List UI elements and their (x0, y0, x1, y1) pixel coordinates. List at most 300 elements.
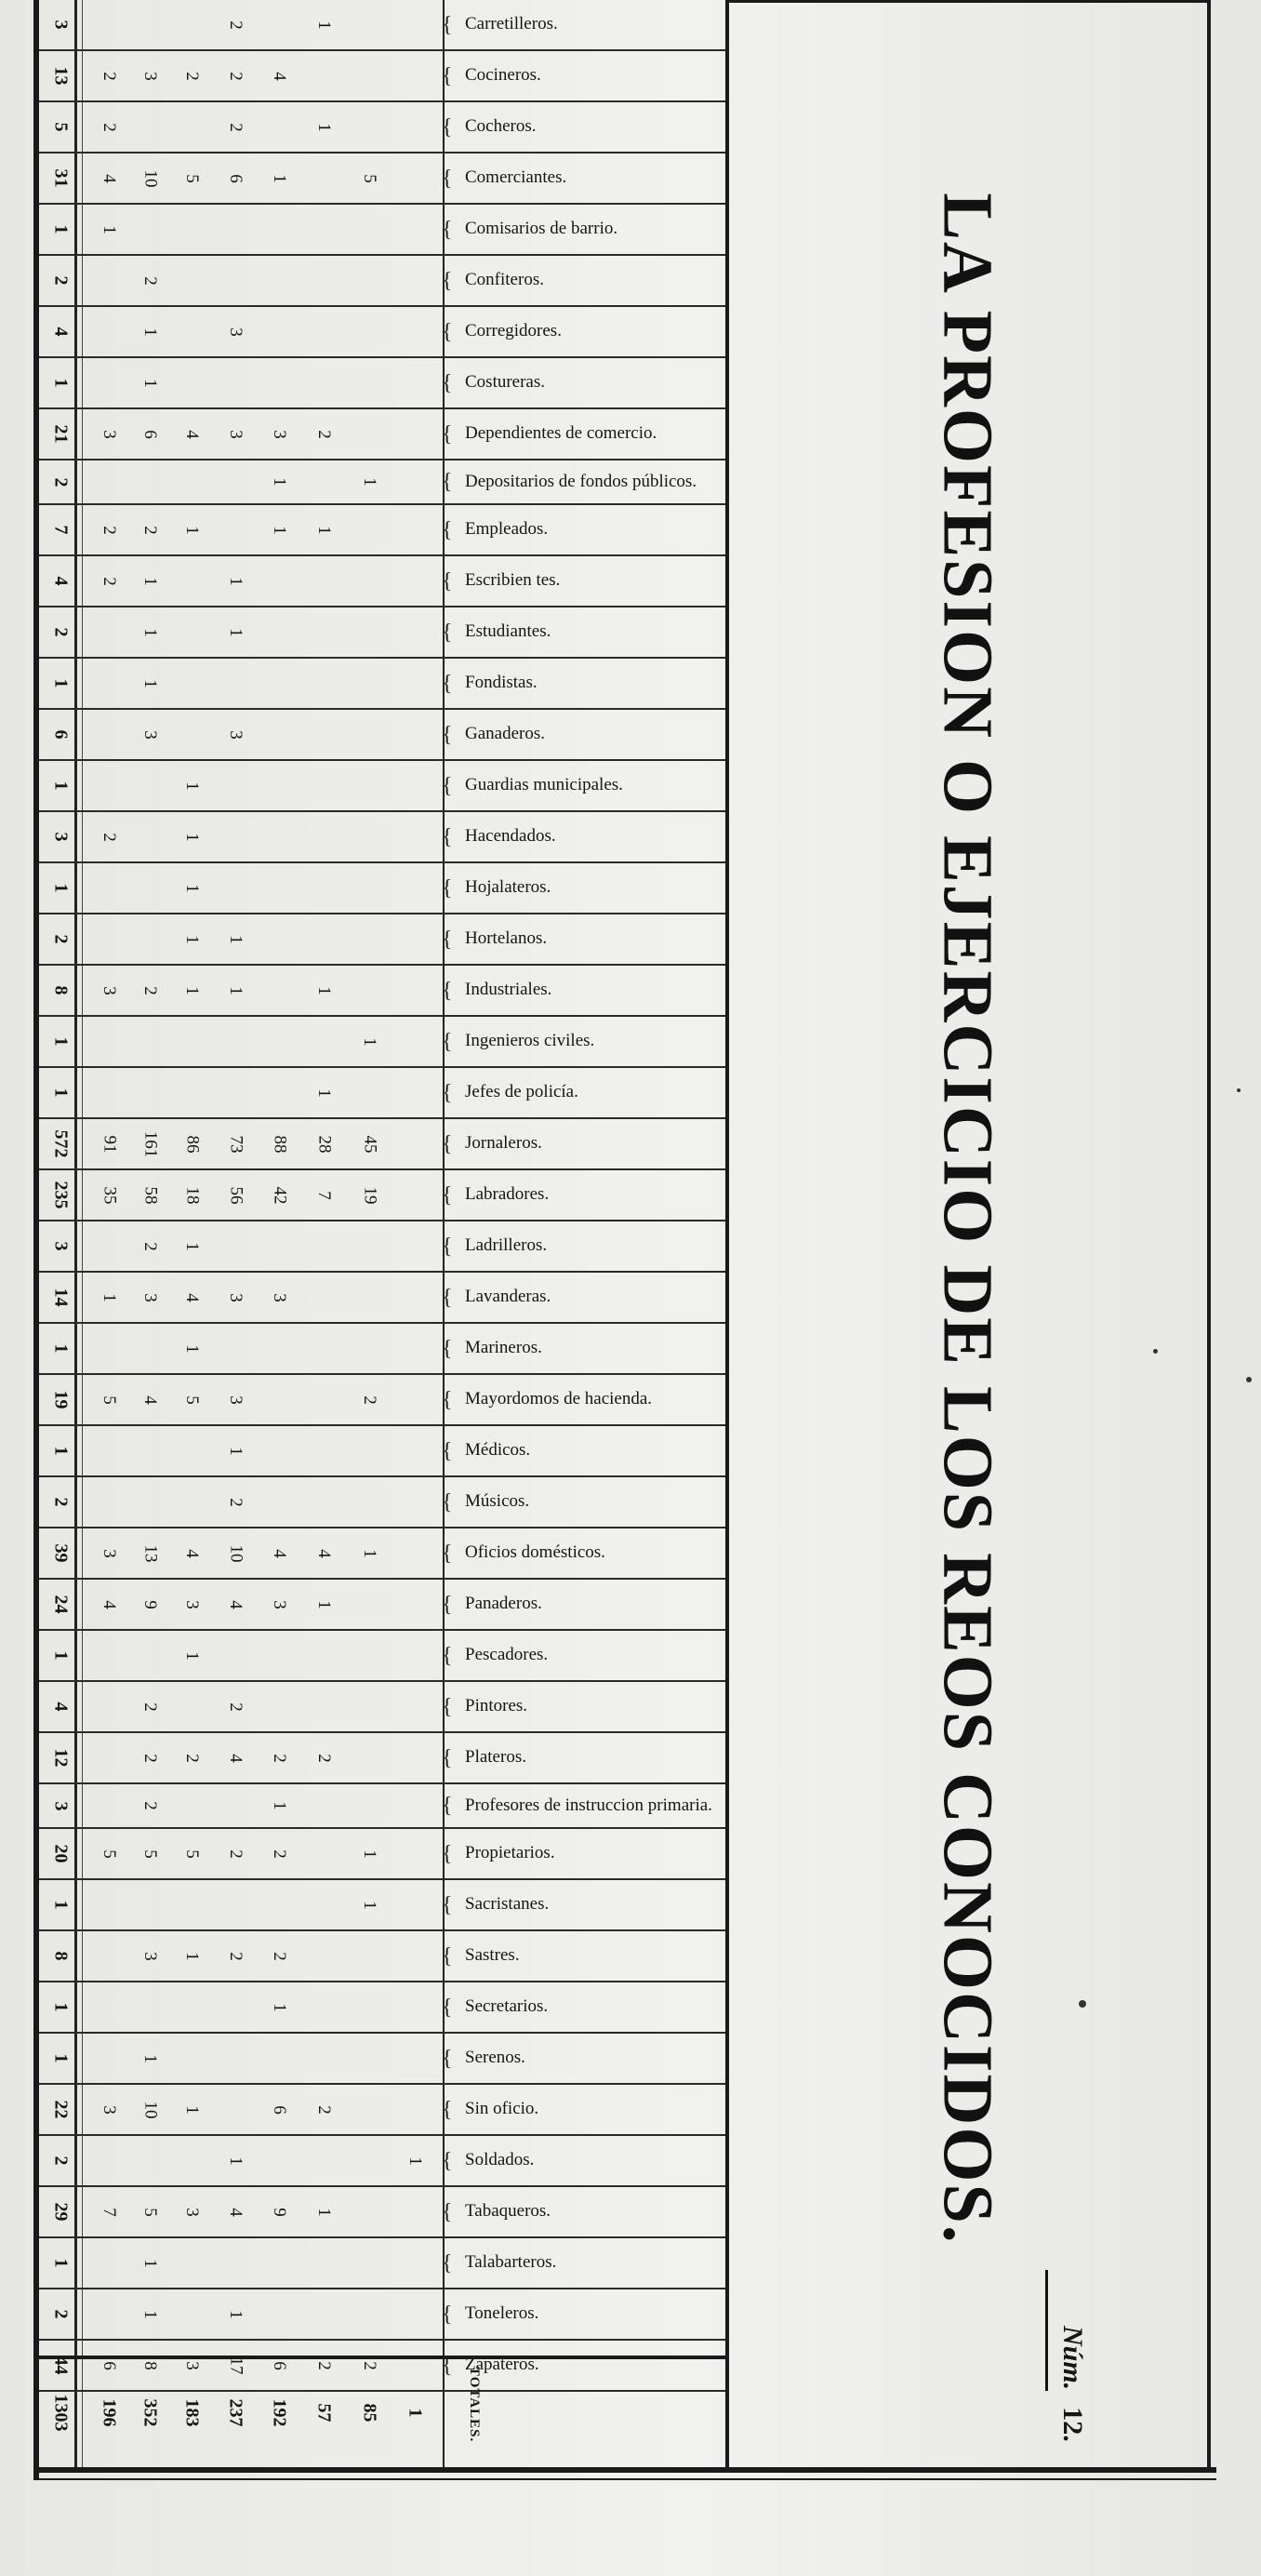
table-cell (87, 1119, 130, 1168)
row-label-text: Hojalateros. (465, 877, 551, 898)
table-cell-value: 2 (314, 2360, 334, 2370)
table-cell (258, 607, 300, 657)
row-total-value: 1 (50, 1343, 72, 1354)
row-total-value: 1 (50, 1088, 72, 1098)
row-label (465, 1631, 735, 1680)
row-label (465, 863, 735, 913)
row-label-text: TOTALES. (467, 2367, 482, 2443)
paper-speck (1246, 1377, 1252, 1382)
brace-mark: { (442, 268, 453, 293)
brace-mark: { (442, 319, 453, 344)
table-cell (393, 2136, 436, 2185)
row-label-text: Tabaqueros. (465, 2201, 551, 2222)
table-cell (170, 1426, 213, 1475)
table-cell-value: 88 (270, 1135, 289, 1153)
table-cell-value: 1 (100, 224, 119, 234)
row-label-text: Labradores. (465, 1184, 550, 1205)
row-label (465, 1273, 735, 1322)
row-total-value: 19 (50, 1390, 72, 1409)
row-label (465, 1733, 735, 1782)
brace-mark: { (442, 620, 453, 645)
row-total-value: 1 (50, 1900, 72, 1910)
table-cell (348, 2085, 391, 2134)
table-cell (170, 1068, 213, 1117)
table-cell (128, 2034, 171, 2083)
table-cell (393, 1580, 436, 1629)
table-cell (302, 1170, 345, 1220)
table-cell (348, 1221, 391, 1271)
page-title: LA PROFESION O EJERCICIO DE LOS REOS CONOCIDOS. (928, 193, 1007, 2245)
table-cell-value: 5 (182, 1849, 202, 1859)
table-cell (302, 761, 345, 810)
table-cell (214, 1733, 257, 1782)
table-cell-value: 4 (100, 173, 119, 183)
table-cell (170, 1784, 213, 1827)
table-cell (393, 914, 436, 964)
brace-mark: { (442, 1841, 453, 1866)
row-label (465, 2289, 735, 2339)
row-total-value: 2 (50, 934, 72, 944)
table-cell (128, 607, 171, 657)
table-cell (214, 1221, 257, 1271)
row-total (45, 1221, 76, 1271)
table-cell-value: 3 (226, 729, 246, 740)
table-cell (170, 2359, 213, 2465)
table-cell-value: 10 (140, 2101, 160, 2118)
table-cell (302, 102, 345, 152)
table-cell (302, 1426, 345, 1475)
table-cell (170, 505, 213, 554)
table-cell (128, 1733, 171, 1782)
table-row (39, 1631, 725, 1682)
table-cell (302, 1631, 345, 1680)
brace-mark: { (442, 1794, 453, 1818)
table-cell (302, 2289, 345, 2339)
table-cell-value: 2 (140, 985, 160, 995)
table-cell (214, 1324, 257, 1373)
table-cell (302, 358, 345, 407)
table-cell (393, 1426, 436, 1475)
table-cell (258, 2238, 300, 2288)
table-cell (302, 51, 345, 100)
table-row (39, 256, 725, 307)
table-cell-value: 1 (182, 1241, 202, 1251)
table-cell-value: 85 (359, 2403, 380, 2422)
row-total-value: 5 (50, 122, 72, 132)
row-total (45, 1528, 76, 1578)
table-cell (348, 205, 391, 254)
table-cell-value: 19 (360, 1186, 379, 1204)
table-cell (348, 1426, 391, 1475)
table-cell (214, 2359, 257, 2465)
table-cell-value: 2 (360, 1395, 379, 1405)
table-cell (302, 460, 345, 503)
table-cell-value: 3 (100, 985, 119, 995)
table-cell (258, 1784, 300, 1827)
table-cell (87, 1784, 130, 1827)
table-cell (214, 0, 257, 49)
row-label-text: Músicos. (465, 1491, 530, 1512)
table-cell-value: 1 (182, 934, 202, 944)
row-label-text: Médicos. (465, 1440, 531, 1461)
table-cell-value: 1 (140, 627, 160, 637)
table-cell (302, 1931, 345, 1981)
table-cell (170, 1170, 213, 1220)
row-total (45, 1170, 76, 1220)
row-total (45, 1784, 76, 1827)
table-row (39, 607, 725, 659)
brace-mark: { (442, 927, 453, 952)
table-cell (128, 1580, 171, 1629)
table-cell (258, 1375, 300, 1424)
table-cell (170, 1580, 213, 1629)
table-cell (302, 1829, 345, 1878)
table-cell (170, 1829, 213, 1878)
table-cell (258, 1221, 300, 1271)
table-row (39, 1375, 725, 1426)
table-cell (214, 863, 257, 913)
table-cell (214, 659, 257, 708)
row-label-text: Toneleros. (465, 2303, 539, 2324)
brace-mark: { (442, 875, 453, 901)
table-cell (393, 761, 436, 810)
row-total (45, 460, 76, 503)
table-cell-value: 73 (226, 1135, 246, 1153)
table-cell (302, 1273, 345, 1322)
brace-mark: { (442, 2250, 453, 2276)
row-label-text: Cocineros. (465, 65, 541, 86)
table-cell (87, 1477, 130, 1527)
table-cell-value: 1 (140, 378, 160, 388)
brace-mark: { (442, 1541, 453, 1566)
table-cell (393, 2034, 436, 2083)
table-cell (214, 1375, 257, 1424)
row-label (465, 409, 735, 459)
row-total-value: 8 (50, 1951, 72, 1961)
table-cell (302, 1733, 345, 1782)
table-cell (128, 1784, 171, 1827)
row-total (45, 1068, 76, 1117)
table-cell-value: 2 (270, 1951, 289, 1961)
brace-mark: { (442, 2199, 453, 2224)
table-cell-value: 161 (140, 1130, 160, 1157)
table-cell (258, 2289, 300, 2339)
table-cell-value: 2 (314, 1753, 334, 1763)
row-label-text: Pescadores. (465, 1645, 549, 1665)
table-cell-value: 4 (100, 1599, 119, 1609)
table-cell (393, 1880, 436, 1929)
table-row (39, 659, 725, 710)
table-cell (393, 102, 436, 152)
table-cell (393, 2289, 436, 2339)
frame-right-rule (1207, 0, 1211, 2473)
row-total-value: 2 (50, 477, 72, 487)
row-total-value: 39 (50, 1543, 72, 1563)
table-cell (258, 966, 300, 1015)
table-cell (302, 1580, 345, 1629)
table-cell (87, 409, 130, 459)
row-label-text: Comisarios de barrio. (465, 219, 618, 239)
table-cell (128, 1375, 171, 1424)
table-cell (258, 256, 300, 305)
table-cell-value: 1 (314, 985, 334, 995)
table-cell (170, 51, 213, 100)
table-cell (87, 0, 130, 49)
row-total-value: 2 (50, 2156, 72, 2166)
table-cell (170, 102, 213, 152)
table-cell (170, 358, 213, 407)
table-cell-value: 1 (140, 576, 160, 586)
brace-mark: { (442, 1080, 453, 1105)
row-total (45, 1375, 76, 1424)
brace-mark: { (442, 12, 453, 37)
table-cell-value: 2 (140, 525, 160, 535)
row-total-value: 1 (50, 883, 72, 893)
table-cell (87, 256, 130, 305)
row-label-text: Plateros. (465, 1747, 526, 1768)
table-cell-value: 1 (314, 1599, 334, 1609)
row-label-text: Fondistas. (465, 673, 538, 693)
table-cell (87, 556, 130, 606)
table-cell-value: 2 (226, 1951, 246, 1961)
table-cell (170, 761, 213, 810)
row-total (45, 505, 76, 554)
row-label-text: Serenos. (465, 2048, 525, 2068)
table-cell (393, 1528, 436, 1578)
table-cell (214, 205, 257, 254)
table-cell (214, 761, 257, 810)
table-cell (214, 556, 257, 606)
table-cell (258, 1119, 300, 1168)
table-cell (87, 2187, 130, 2236)
row-label (465, 2034, 735, 2083)
row-label (465, 556, 735, 606)
table-cell (348, 1375, 391, 1424)
brace-mark: { (442, 421, 453, 447)
row-label-text: Propietarios. (465, 1843, 555, 1863)
table-cell-value: 2 (270, 1849, 289, 1859)
table-cell (348, 1982, 391, 2032)
table-cell (87, 2289, 130, 2339)
table-cell-value: 1 (360, 477, 379, 487)
table-cell (128, 2289, 171, 2339)
row-total (45, 2136, 76, 2185)
table-cell-value: 2 (314, 2104, 334, 2115)
table-cell (128, 2359, 171, 2465)
row-total-value: 29 (50, 2202, 72, 2222)
table-row (39, 1528, 725, 1580)
table-cell (87, 659, 130, 708)
table-cell (128, 1068, 171, 1117)
table-row (39, 2238, 725, 2289)
table-cell (393, 1119, 436, 1168)
row-total-value: 22 (50, 2100, 72, 2119)
table-cell (170, 2187, 213, 2236)
row-total (45, 1880, 76, 1929)
table-cell (214, 966, 257, 1015)
table-cell (214, 153, 257, 203)
table-cell (214, 2085, 257, 2134)
row-total-value: 1303 (50, 2394, 72, 2431)
table-cell (393, 710, 436, 759)
table-cell-value: 3 (182, 2207, 202, 2217)
row-label (465, 1017, 735, 1066)
table-cell (258, 1017, 300, 1066)
table-cell-value: 13 (140, 1544, 160, 1562)
table-cell (348, 710, 391, 759)
table-cell-value: 2 (182, 71, 202, 81)
table-cell (128, 659, 171, 708)
brace-mark: { (442, 978, 453, 1003)
table-cell (348, 460, 391, 503)
table-cell (87, 153, 130, 203)
table-cell (348, 1324, 391, 1373)
paper-speck (1153, 1349, 1158, 1354)
table-cell (87, 1733, 130, 1782)
table-cell (348, 307, 391, 356)
table-cell-value: 10 (140, 169, 160, 187)
table-cell-value: 9 (140, 1599, 160, 1609)
row-label (465, 761, 735, 810)
table-row (39, 102, 725, 153)
table-cell (258, 1682, 300, 1731)
row-label-text: Costureras. (465, 372, 546, 393)
table-cell (87, 863, 130, 913)
table-row (39, 761, 725, 812)
table-cell (128, 1273, 171, 1322)
brace-mark: { (442, 722, 453, 747)
row-label (465, 2085, 735, 2134)
table-cell (393, 1682, 436, 1731)
table-cell-value: 3 (182, 2360, 202, 2370)
table-cell (302, 205, 345, 254)
table-row (39, 307, 725, 358)
row-label (465, 1829, 735, 1878)
table-cell-value: 28 (314, 1135, 334, 1153)
row-total-value: 1 (50, 1036, 72, 1047)
table-cell (214, 460, 257, 503)
row-label-text: Estudiantes. (465, 621, 551, 642)
brace-mark: { (442, 1745, 453, 1770)
row-label (465, 1931, 735, 1981)
table-row (39, 966, 725, 1017)
table-cell (258, 1477, 300, 1527)
table-cell (393, 460, 436, 503)
table-cell (393, 1784, 436, 1827)
table-cell-value: 2 (270, 1753, 289, 1763)
table-row (39, 1880, 725, 1931)
table-cell (302, 2238, 345, 2288)
table-cell-value: 8 (140, 2360, 160, 2370)
table-cell-value: 18 (182, 1186, 202, 1204)
row-total (45, 1580, 76, 1629)
brace-mark: { (442, 1387, 453, 1412)
table-cell-value: 3 (140, 71, 160, 81)
table-cell (302, 1068, 345, 1117)
table-cell-value: 183 (181, 2398, 203, 2426)
table-cell (348, 1170, 391, 1220)
table-cell (393, 256, 436, 305)
table-cell-value: 2 (100, 71, 119, 81)
table-cell (348, 409, 391, 459)
row-label-text: Profesores de instruccion primaria. (465, 1795, 712, 1815)
table-cell (393, 1982, 436, 2032)
table-cell (170, 812, 213, 861)
table-row (39, 505, 725, 556)
table-cell-value: 3 (226, 1292, 246, 1302)
brace-mark: { (442, 1131, 453, 1156)
table-row (39, 1273, 725, 1324)
table-cell-value: 1 (360, 1849, 379, 1859)
table-cell (258, 1631, 300, 1680)
brace-mark: { (442, 370, 453, 395)
row-total (45, 409, 76, 459)
table-cell (87, 205, 130, 254)
table-cell (128, 863, 171, 913)
table-cell-value: 196 (99, 2398, 120, 2426)
row-total-value: 4 (50, 327, 72, 337)
table-cell-value: 4 (270, 71, 289, 81)
table-cell (128, 2085, 171, 2134)
table-cell (302, 0, 345, 49)
table-cell-value: 4 (182, 429, 202, 439)
row-label-text: Jornaleros. (465, 1133, 542, 1154)
table-cell (302, 1784, 345, 1827)
table-cell (258, 205, 300, 254)
table-row (39, 2136, 725, 2187)
table-cell (302, 409, 345, 459)
table-cell (258, 1528, 300, 1578)
table-cell-value: 1 (314, 20, 334, 30)
table-cell-value: 3 (270, 429, 289, 439)
table-cell-value: 1 (226, 576, 246, 586)
row-total (45, 966, 76, 1015)
row-total-value: 2 (50, 275, 72, 286)
table-cell (348, 2359, 391, 2465)
table-cell (348, 2289, 391, 2339)
row-label (465, 710, 735, 759)
row-total-value: 3 (50, 20, 72, 30)
row-label (465, 505, 735, 554)
table-cell-value: 1 (226, 985, 246, 995)
table-cell (128, 1221, 171, 1271)
table-cell-value: 1 (100, 1292, 119, 1302)
table-cell (128, 1829, 171, 1878)
table-cell (393, 2238, 436, 2288)
row-total (45, 307, 76, 356)
row-total (45, 2034, 76, 2083)
row-total (45, 1682, 76, 1731)
row-total (45, 1426, 76, 1475)
table-cell (302, 1528, 345, 1578)
row-total (45, 2187, 76, 2236)
table-cell-value: 2 (226, 1702, 246, 1712)
table-cell-value: 1 (314, 525, 334, 535)
table-cell-value: 1 (270, 173, 289, 183)
table-cell-value: 5 (100, 1395, 119, 1405)
table-cell (302, 607, 345, 657)
table-cell (348, 1733, 391, 1782)
row-label (465, 1375, 735, 1424)
row-label (465, 307, 735, 356)
table-cell-value: 2 (314, 429, 334, 439)
table-cell (214, 710, 257, 759)
table-cell (393, 2359, 436, 2465)
brace-mark: { (442, 2302, 453, 2327)
table-cell (128, 1982, 171, 2032)
row-label-text: Guardias municipales. (465, 775, 623, 795)
row-total (45, 1982, 76, 2032)
